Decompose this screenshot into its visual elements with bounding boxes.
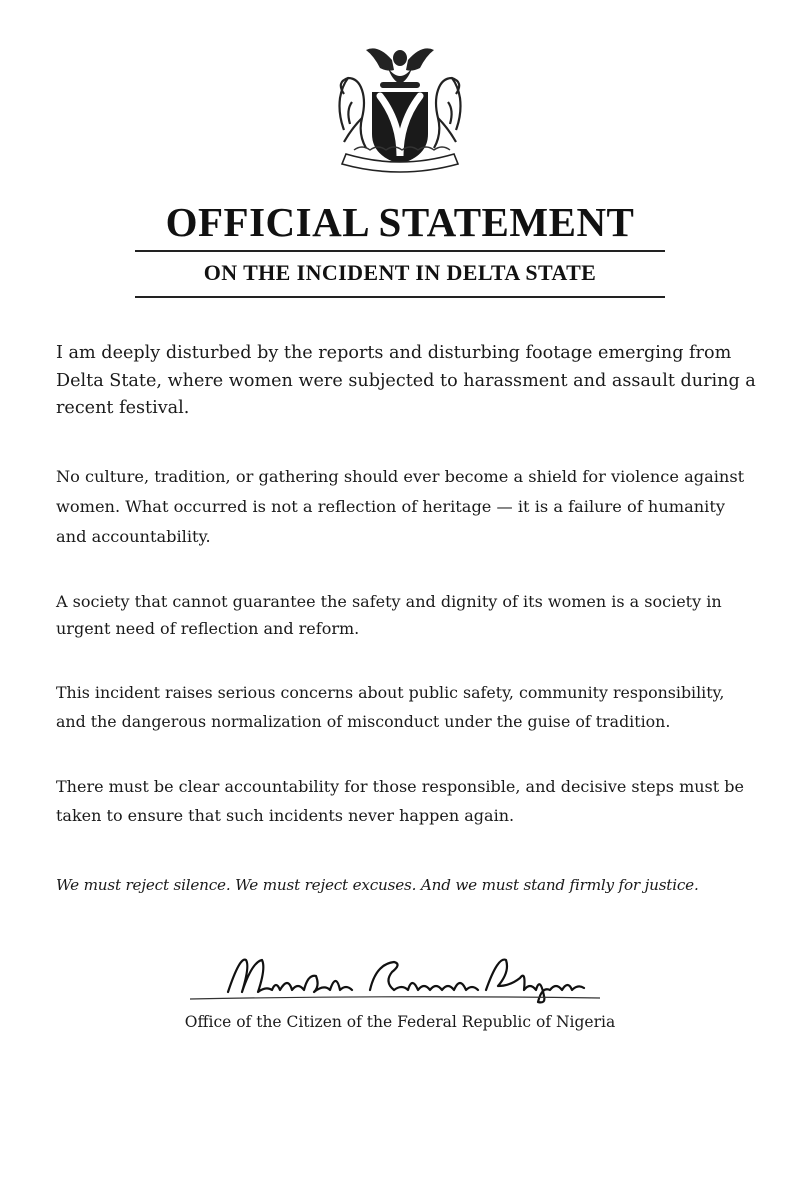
nigeria-coat-of-arms-icon — [322, 38, 478, 180]
paragraph-2: No culture, tradition, or gathering should ever become a shield for violence against women. What occurred is not a reflection of heritage — it is a failure of humanity and accountability. — [56, 467, 745, 546]
paragraph-6: We must reject silence. We must reject excuses. And we must stand firmly for justice. — [56, 876, 699, 894]
paragraph-3: A society that cannot guarantee the safety and dignity of its women is a society in urgent need of reflection and reform. — [56, 592, 722, 638]
title-divider-top — [135, 250, 665, 252]
paragraph-5: There must be clear accountability for those responsible, and decisive steps must be taken to ensure that such incidents never happen again. — [56, 777, 744, 825]
paragraph-4: This incident raises serious concerns about public safety, community responsibility, and the dangerous normalization of misconduct under the guise of tradition. — [56, 683, 725, 731]
signature-line — [190, 995, 600, 1001]
title-divider-bottom — [135, 296, 665, 298]
signatory-office: Office of the Citizen of the Federal Republic of Nigeria — [184, 1013, 616, 1031]
paragraph-1: I am deeply disturbed by the reports and disturbing footage emerging from Delta State, where women were subjected to harassment and assault during a recent festival. — [56, 343, 756, 418]
statement-title: OFFICIAL STATEMENT — [165, 199, 635, 245]
statement-subtitle: ON THE INCIDENT IN DELTA STATE — [203, 260, 597, 285]
